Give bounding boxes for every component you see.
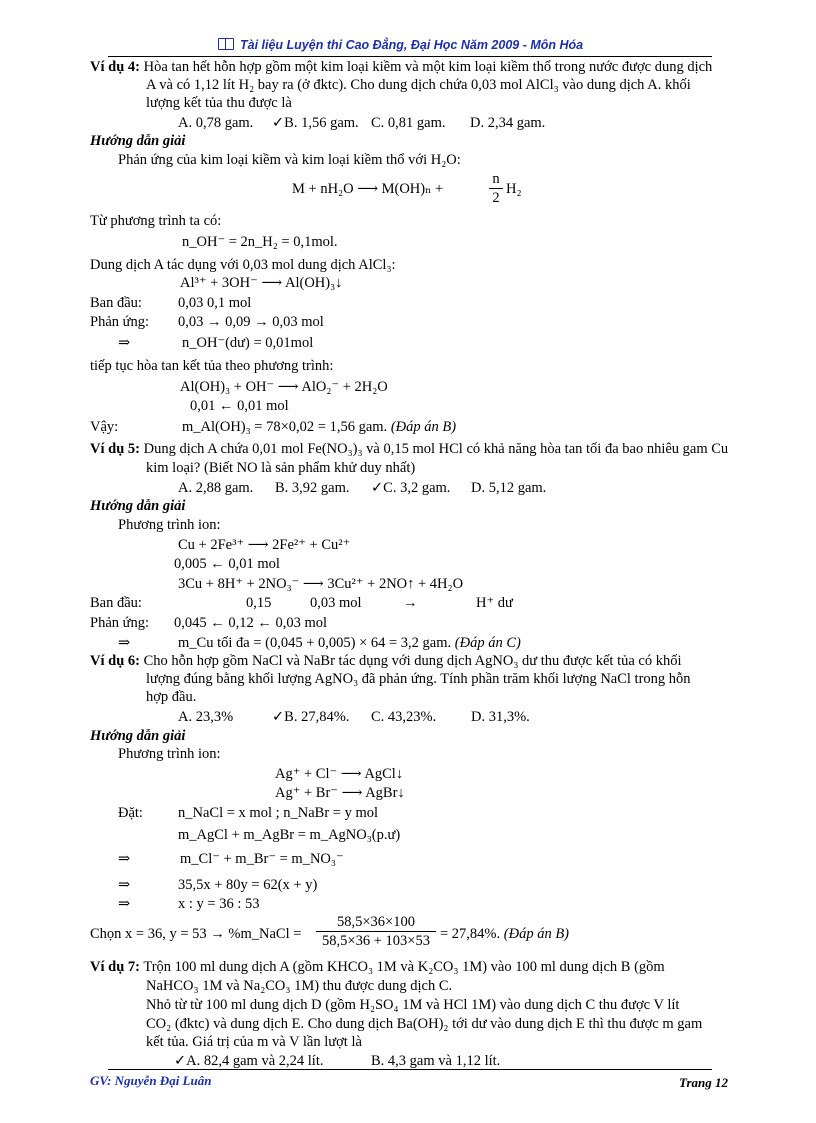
- ex4-row2-label: Phản ứng:: [90, 314, 150, 330]
- ex7-option-a: ✓A. 82,4 gam và 2,24 lít.: [174, 1053, 324, 1069]
- ex6-eq5: m_Cl⁻ + m_Br⁻ = m_NO₃⁻: [180, 851, 344, 867]
- ex5-answer: (Đáp án C): [454, 635, 521, 651]
- ex4-step1: Phản ứng của kim loại kiềm và kim loại kiềm thổ với H₂O:: [118, 152, 461, 168]
- ex4-eq6: 0,01 ← 0,01 mol: [190, 398, 289, 414]
- ex5-eq4-text: m_Cu tối đa = (0,045 + 0,005) × 64 = 3,2 gam.: [178, 635, 452, 651]
- ex4-eq1-num: n: [489, 170, 503, 189]
- ex5-eq1: Cu + 2Fe³⁺ ⟶ 2Fe²⁺ + Cu²⁺: [178, 537, 351, 553]
- ex6-label: Ví dụ 6:: [90, 653, 140, 669]
- ex4-step3: Dung dịch A tác dụng với 0,03 mol dung dịch AlCl₃:: [90, 257, 396, 273]
- ex5-row2-values: 0,045 ← 0,12 ← 0,03 mol: [174, 615, 328, 631]
- ex7-q3: Nhỏ từ từ 100 ml dung dịch D (gồm H₂SO₄ 1M và HCl 1M) vào dung dịch C thu được V lít: [146, 997, 680, 1013]
- ex6-q2: lượng đúng bằng khối lượng AgNO₃ đã phản ứng. Tính phần trăm khối lượng NaCl trong hỗn: [146, 671, 691, 687]
- ex4-answer: (Đáp án B): [390, 419, 457, 435]
- ex7-q2: NaHCO₃ 1M và Na₂CO₃ 1M) thu được dung dịch C.: [146, 978, 453, 994]
- ex6-answer: (Đáp án B): [503, 926, 570, 942]
- ex4-eq4: n_OH⁻(dư) = 0,01mol: [182, 335, 314, 351]
- ex5-row2-label: Phản ứng:: [90, 615, 150, 631]
- ex6-result-text: = 27,84%.: [440, 926, 501, 942]
- ex4-q3: lượng kết tủa thu được là: [146, 95, 292, 111]
- header-title: Tài liệu Luyện thi Cao Đẳng, Đại Học Năm 2009 - Môn Hóa: [240, 38, 584, 52]
- ex4-eq5: Al(OH)₃ + OH⁻ ⟶ AlO₂⁻ + 2H₂O: [180, 379, 388, 395]
- ex5-q2: kim loại? (Biết NO là sản phẩm khử duy nhất): [146, 460, 416, 476]
- ex6-fraction-num: 58,5×36×100: [316, 913, 436, 932]
- ex6-fraction-den: 58,5×36 + 103×53: [322, 933, 430, 949]
- ex5-row1-b: 0,03 mol: [310, 595, 362, 611]
- ex6-option-c: C. 43,23%.: [371, 709, 437, 725]
- ex6-guide-heading: Hướng dẫn giải: [90, 728, 186, 744]
- ex4-option-d: D. 2,34 gam.: [470, 115, 546, 131]
- ex6-eq7: x : y = 36 : 53: [178, 896, 260, 912]
- ex6-option-a: A. 23,3%: [178, 709, 234, 725]
- ex6-eq6: 35,5x + 80y = 62(x + y): [178, 877, 318, 893]
- ex4-implies-arrow: ⇒: [118, 335, 131, 351]
- ex5-row1-arrow: →: [403, 595, 418, 611]
- ex6-eq4: m_AgCl + m_AgBr = m_AgNO₃(p.ư): [178, 827, 401, 843]
- ex5-eq3: 3Cu + 8H⁺ + 2NO₃⁻ ⟶ 3Cu²⁺ + 2NO↑ + 4H₂O: [178, 576, 464, 592]
- ex6-eq2: Ag⁺ + Br⁻ ⟶ AgBr↓: [275, 785, 405, 801]
- ex5-row1-a: 0,15: [246, 595, 272, 611]
- ex7-line1: [90, 958, 665, 976]
- ex4-step4: tiếp tục hòa tan kết tủa theo phương trình:: [90, 358, 334, 374]
- header-rule: [108, 56, 712, 57]
- footer-rule: [108, 1069, 712, 1070]
- ex4-option-c: C. 0,81 gam.: [371, 115, 446, 131]
- ex4-row1-values: 0,03 0,1 mol: [178, 295, 252, 311]
- ex6-arrow-3: ⇒: [118, 896, 131, 912]
- page-header: [218, 36, 583, 54]
- ex6-eq3: n_NaCl = x mol ; n_NaBr = y mol: [178, 805, 379, 821]
- ex5-eq2: 0,005 ← 0,01 mol: [174, 556, 280, 572]
- ex5-option-d: D. 5,12 gam.: [471, 480, 547, 496]
- ex4-guide-heading: Hướng dẫn giải: [90, 133, 186, 149]
- ex6-arrow-1: ⇒: [118, 851, 131, 867]
- footer-page-number: Trang 12: [679, 1075, 728, 1090]
- ex4-row1-label: Ban đầu:: [90, 295, 142, 311]
- ex7-q5: kết tủa. Giá trị của m và V lần lượt là: [146, 1034, 362, 1050]
- ex4-eq7: [182, 418, 456, 436]
- ex6-option-b: ✓B. 27,84%.: [272, 709, 350, 725]
- ex6-set-label: Đặt:: [118, 805, 143, 821]
- ex7-option-b: B. 4,3 gam và 1,12 lít.: [371, 1053, 501, 1069]
- ex4-label: Ví dụ 4:: [90, 59, 140, 75]
- ex5-q1: Dung dịch A chứa 0,01 mol Fe(NO₃)₃ và 0,15 mol HCl có khả năng hòa tan tối đa bao nhiêu gam Cu: [143, 441, 729, 457]
- ex6-q3: hợp đầu.: [146, 689, 197, 705]
- ex4-step2: Từ phương trình ta có:: [90, 213, 222, 229]
- ex4-q1: Hòa tan hết hỗn hợp gồm một kim loại kiềm và một kim loại kiềm thổ trong nước được dung dịch: [143, 59, 713, 75]
- book-icon: [218, 38, 234, 50]
- ex6-q1: Cho hỗn hợp gồm NaCl và NaBr tác dụng với dung dịch AgNO₃ dư thu được kết tủa có khối: [143, 653, 682, 669]
- ex4-eq1-fraction: [489, 170, 503, 207]
- ex4-eq3: Al³⁺ + 3OH⁻ ⟶ Al(OH)₃↓: [180, 275, 343, 291]
- ex5-step1: Phương trình ion:: [118, 517, 221, 533]
- ex6-fraction: [316, 913, 436, 950]
- ex5-line1: [90, 440, 728, 458]
- ex6-result: [440, 925, 569, 943]
- ex5-row1-label: Ban đầu:: [90, 595, 142, 611]
- ex5-guide-heading: Hướng dẫn giải: [90, 498, 186, 514]
- ex6-step1: Phương trình ion:: [118, 746, 221, 762]
- ex4-conclusion-label: Vậy:: [90, 419, 119, 435]
- ex5-option-a: A. 2,88 gam.: [178, 480, 254, 496]
- ex4-eq1-den: 2: [492, 190, 500, 206]
- ex6-line1: [90, 652, 682, 670]
- ex4-eq1-right: H₂: [506, 181, 522, 197]
- ex4-option-a: A. 0,78 gam.: [178, 115, 254, 131]
- ex4-q2: A và có 1,12 lít H₂ bay ra (ở đktc). Cho dung dịch chứa 0,03 mol AlCl₃ vào dung dịch A. khối: [146, 77, 691, 93]
- ex4-eq1-left: M + nH₂O ⟶ M(OH)ₙ +: [292, 181, 444, 197]
- ex4-line1: [90, 58, 712, 76]
- ex6-choose: Chọn x = 36, y = 53 → %m_NaCl =: [90, 926, 302, 942]
- footer-author: GV: Nguyễn Đại Luân: [90, 1073, 212, 1088]
- ex4-option-b: ✓B. 1,56 gam.: [272, 115, 359, 131]
- ex5-option-b: B. 3,92 gam.: [275, 480, 350, 496]
- ex7-q4: CO₂ (đktc) và dung dịch E. Cho dung dịch Ba(OH)₂ tới dư vào dung dịch E thì thu được m gam: [146, 1016, 703, 1032]
- ex5-eq4: [178, 634, 521, 652]
- ex4-row2-values: 0,03 → 0,09 → 0,03 mol: [178, 314, 324, 330]
- ex5-implies-arrow: ⇒: [118, 635, 131, 651]
- ex5-label: Ví dụ 5:: [90, 441, 140, 457]
- ex7-label: Ví dụ 7:: [90, 959, 140, 975]
- ex4-eq7-text: m_Al(OH)₃ = 78×0,02 = 1,56 gam.: [182, 419, 388, 435]
- ex6-option-d: D. 31,3%.: [471, 709, 530, 725]
- ex4-eq2: n_OH⁻ = 2n_H₂ = 0,1mol.: [182, 234, 338, 250]
- ex7-q1: Trộn 100 ml dung dịch A (gồm KHCO₃ 1M và K₂CO₃ 1M) vào 100 ml dung dịch B (gồm: [143, 959, 665, 975]
- ex5-row1-c: H⁺ dư: [476, 595, 513, 611]
- ex6-arrow-2: ⇒: [118, 877, 131, 893]
- ex5-option-c: ✓C. 3,2 gam.: [371, 480, 451, 496]
- ex6-eq1: Ag⁺ + Cl⁻ ⟶ AgCl↓: [275, 766, 404, 782]
